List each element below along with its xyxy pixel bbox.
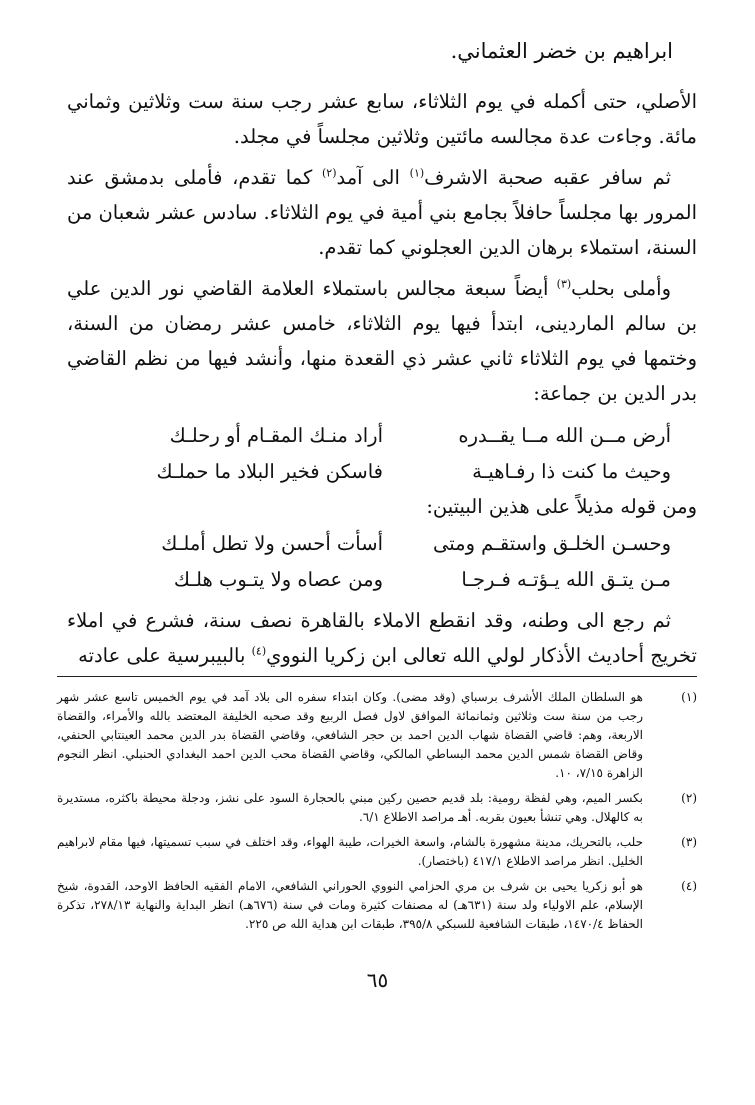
verse-first-hemistich: أرض مــن الله مــا يقــدره (458, 423, 671, 447)
footnote-ref-3[interactable]: (٣) (556, 277, 572, 291)
footnote-3 (57, 833, 697, 871)
footnote-text: بكسر الميم، وهي لفظة رومية: بلد قديم حصين ركين مبني بالحجارة السود على نشز، ودجلة محيطة باكثره، مستديرة به كالهلال. وهي تنشأ بعيون بقربه. أهـ مراصد الاطلاع ٦/١. (57, 791, 643, 824)
paragraph-4-part-b: بالبيبرسية على عادته (78, 644, 252, 667)
paragraph-3-part-b: أيضاً سبعة مجالس باستملاء العلامة القاضي نور الدين علي بن سالم الماردينى، ابتدأ فيها يوم الثلاثاء، خامس عشر رمضان من السنة، وختمها في يوم الثلاثاء ثاني عشر ذي القعدة منها، وأنشد فيها من نظم القاضي بدر الدين بن جماعة: (67, 277, 697, 405)
running-header: ابراهيم بن خضر العثماني. (450, 39, 673, 63)
poem-block-2 (67, 525, 697, 597)
footnote-ref-2[interactable]: (٢) (321, 166, 337, 180)
paragraph-2-part-a: ثم سافر عقبه صحبة الاشرف (424, 166, 672, 189)
footnotes (57, 688, 697, 940)
footnote-4 (57, 877, 697, 934)
paragraph-4 (67, 603, 697, 673)
paragraph-2 (67, 160, 697, 265)
paragraph-4-part-a: ثم رجع الى وطنه، وقد انقطع الاملاء بالقاهرة نصف سنة، فشرع في املاء تخريج أحاديث الأذكار لولي الله تعالى ابن زكريا النووي (67, 609, 697, 667)
footnote-text: هو أبو زكريا يحيى بن شرف بن مري الحزامي النووي الحوراني الشافعي، الامام الفقيه الحافظ الاوحد، القدوة، شيخ الإسلام، علم الاولياء ولد سنة (٦٣١هـ) له مصنفات كثيرة ومات في سنة (٦٧٦هـ) انظر البداية والنهاية ٢٧٨/١٣، تذكرة الحفاظ ١٤٧٠/٤، طبقات الشافعية للسبكي ٣٩٥/٨، طبقات ابن هداية الله ص ٢٢٥. (57, 879, 643, 931)
footnote-ref-4[interactable]: (٤) (251, 644, 267, 658)
paragraph-3-part-a: وأملى بحلب (571, 277, 672, 300)
verse-first-hemistich: وحيث ما كنت ذا رفـاهيـة (472, 459, 671, 483)
verse-line (67, 417, 697, 453)
main-text (67, 84, 697, 679)
footnote-number: (١) (681, 690, 697, 704)
footnote-number: (٢) (681, 791, 697, 805)
verse-line (67, 453, 697, 489)
footnote-1 (57, 688, 697, 783)
verse-second-hemistich: أراد منـك المقـام أو رحلـك (169, 423, 383, 447)
verse-first-hemistich: مـن يتـق الله يـؤتـه فـرجـا (461, 567, 671, 591)
verse-intro: ومن قوله مذيلاً على هذين البيتين: (426, 495, 697, 518)
footnote-number: (٤) (681, 879, 697, 893)
verse-second-hemistich: ومن عصاه ولا يتـوب هلـك (173, 567, 383, 591)
verse-first-hemistich: وحسـن الخلـق واستقـم ومتى (432, 531, 671, 555)
footnote-ref-1[interactable]: (١) (409, 166, 425, 180)
paragraph-2-part-c: كما تقدم، فأملى بدمشق عند المرور بها مجلساً حافلاً بجامع بني أمية في يوم الثلاثاء. سادس عشر شعبان من السنة، استملاء برهان الدين العجلوني كما تقدم. (67, 166, 697, 259)
footnote-2 (57, 789, 697, 827)
footnote-text: حلب، بالتحريك، مدينة مشهورة بالشام، واسعة الخيرات، طيبة الهواء، وقد اختلف في سبب تسميتها، فيها مقام لابراهيم الخليل. انظر مراصد الاطلاع ٤١٧/١ (باختصار). (57, 835, 643, 868)
verse-line (67, 561, 697, 597)
paragraph-2-part-b: الى آمد (336, 166, 410, 189)
poem-block-1 (67, 417, 697, 489)
paragraph-3 (67, 271, 697, 411)
paragraph-1: الأصلي، حتى أكمله في يوم الثلاثاء، سابع عشر رجب سنة ست وثلاثين وثماني مائة. وجاءت عدة مجالسه مائتين وثلاثين مجلساً في مجلد. (67, 90, 697, 148)
footnote-text: هو السلطان الملك الأشرف برسباي (وقد مضى). وكان ابتداء سفره الى بلاد آمد في يوم الخميس تاسع عشر شهر رجب من سنة ست وثلاثين وثمانمائة الموافق لاول فصل الربيع وقد صحبه الخليفة المعتضد بالله والأمراء، والقضاة الاربعة، وهم: قاضي القضاة شهاب الدين احمد بن حجر الشافعي، وقاضي القضاة بدر الدين محمد العينتابي الحنفي، وقاض القضاة شمس الدين محمد البساطي المالكي، وقاضي القضاة محب الدين احمد البغدادي الحنبلي. انظر النجوم الزاهرة ٧/١٥، ١٠. (57, 690, 643, 780)
footnote-number: (٣) (681, 835, 697, 849)
verse-line (67, 525, 697, 561)
verse-second-hemistich: فاسكن فخير البلاد ما حملـك (156, 459, 383, 483)
page-number: ٦٥ (366, 968, 389, 992)
verse-second-hemistich: أسأت أحسن ولا تطل أملـك (161, 531, 383, 555)
footnote-separator (57, 676, 697, 677)
